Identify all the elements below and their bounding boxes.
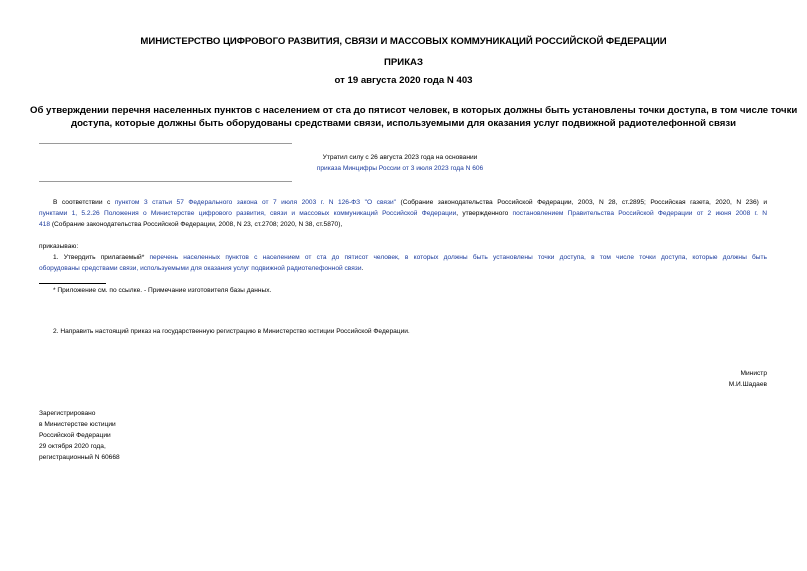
order-item-1: 1. Утвердить прилагаемый* перечень населенных пунктов с населением от ста до пятисот человек, в которых должны быть установлены точки доступа, в том числе точки доступа, которые должны быть оборудованы средствами связи, используемыми для оказания услуг подвижной радиотелефонной связи. <box>39 254 767 272</box>
revoked-text: Утратил силу с 26 августа 2023 года на основании <box>322 154 478 161</box>
document-title-line: Об утверждении перечня населенных пунктов с населением от ста до пятисот человек, в которых должны быть установлены точки доступа, в том числе точки <box>30 105 798 116</box>
registration-block: Зарегистрировано в Министерстве юстиции Российской Федерации 29 октября 2020 года, регистрационный N 60668 <box>39 410 120 461</box>
footnote: * Приложение см. по ссылке. - Примечание изготовителя базы данных. <box>53 287 272 294</box>
footnote-separator <box>39 283 106 284</box>
order-verb: приказываю: <box>39 243 79 250</box>
document-type: ПРИКАЗ <box>384 57 423 68</box>
revoking-order-link[interactable]: приказа Минцифры России от 3 июля 2023 года N 606 <box>316 165 484 172</box>
settlements-list-link[interactable]: перечень населенных пунктов с населением от ста до пятисот человек, в которых должны быть установлены точки доступа, в том числе точки доступа, которые должны быть <box>149 254 767 261</box>
regulation-link[interactable]: пунктами 1, 5.2.26 Положения о Министерстве цифрового развития, связи и массовых коммуникаций Российской Федерации <box>39 210 457 217</box>
settlements-list-link-cont[interactable]: оборудованы средствами связи, используемыми для оказания услуг подвижной радиотелефонной связи <box>39 265 362 272</box>
federal-law-link[interactable]: пунктом 3 статьи 57 Федерального закона от 7 июля 2003 г. N 126-ФЗ "О связи" <box>114 199 397 206</box>
document-date-number: от 19 августа 2020 года N 403 <box>334 75 473 86</box>
document-title <box>30 104 798 130</box>
government-decree-link-cont[interactable]: 418 <box>39 221 51 228</box>
order-item-2: 2. Направить настоящий приказ на государственную регистрацию в Министерство юстиции Российской Федерации. <box>53 328 410 335</box>
government-decree-link[interactable]: постановлением Правительства Российской Федерации от 2 июня 2008 г. N <box>512 210 767 217</box>
preamble-paragraph: В соответствии с пунктом 3 статьи 57 Федерального закона от 7 июля 2003 г. N 126-ФЗ "О связи" (Собрание законодательства Российской Федерации, 2003, N 28, ст.2895; Российская газета, 2020, N 236) и пунктами 1, 5.2.26 Положения о Министерстве цифрового развития, связи и массовых коммуникаций Российской Федерации, утвержденного постановлением Правительства Российской Федерации от 2 июня 2008 г. N 418 (Собрание законодательства Российской Федерации, 2008, N 23, ст.2708; 2020, N 38, ст.5870), <box>39 199 768 228</box>
signature-name: М.И.Шадаев <box>728 381 767 388</box>
revoked-notice <box>200 152 600 174</box>
ministry-name: МИНИСТЕРСТВО ЦИФРОВОГО РАЗВИТИЯ, СВЯЗИ И МАССОВЫХ КОММУНИКАЦИЙ РОССИЙСКОЙ ФЕДЕРАЦИИ <box>140 36 667 47</box>
signature-position: Министр <box>740 370 767 377</box>
separator-bottom <box>39 181 292 182</box>
separator-top <box>39 143 292 144</box>
document-title-line: доступа, которые должны быть оборудованы средствами связи, используемыми для оказания услуг подвижной радиотелефонной связи <box>70 118 737 129</box>
